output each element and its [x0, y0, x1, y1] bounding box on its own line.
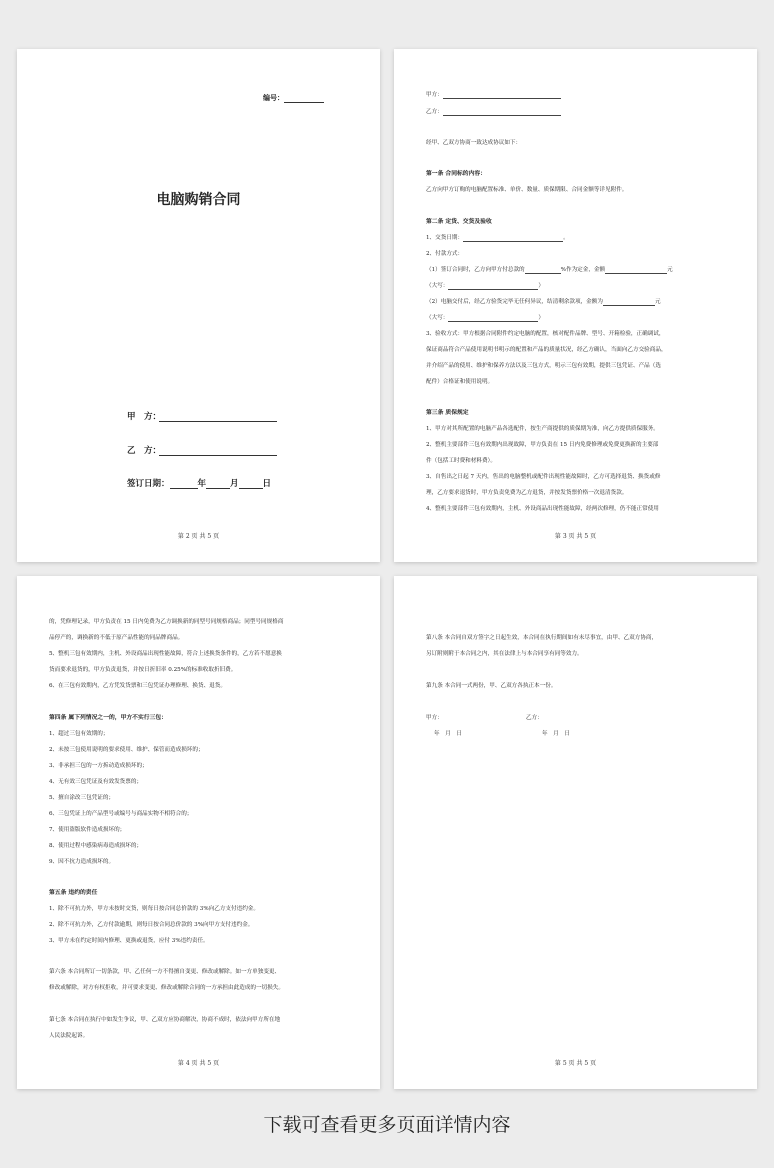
section-heading: 第四条 属下列情况之一的，甲方不实行三包： [49, 715, 167, 721]
section-heading: 第二条 定货、交货及验收 [426, 219, 492, 225]
section-heading: 第五条 违约的责任 [49, 890, 98, 896]
year-blank [170, 481, 198, 489]
page-number: 第 3 页 共 5 页 [554, 533, 597, 540]
text-line: 2、除不可抗力外，乙方付款逾期，则每日按合同总价款的 3%向甲方支付违约金。 [49, 922, 254, 928]
list-item: 9、因不抗力造成损坏的。 [49, 859, 115, 865]
download-more-caption: 下载可查看更多页面详情内容 [263, 1114, 511, 1136]
text-line: 3、自售出之日起 7 天内，售出的电脑整机或配件出现性能故障时，乙方可选择退货、换货或修 [426, 474, 661, 480]
text-line: 理，乙方要求退货时，甲方负责免费为乙方退货，并按发货票价格一次退清货款。 [426, 490, 628, 496]
text-line: 2、付款方式： [426, 251, 464, 257]
page-number: 第 4 页 共 5 页 [177, 1060, 220, 1067]
sign-date-label: 签订日期： [127, 479, 170, 489]
text-line: 5、整机三包有效期内，主机、外设商品出现性能故障，符合上述换货条件的，乙方若不愿意换 [49, 651, 282, 657]
day-label: 日 [262, 479, 272, 489]
date-b-label: 年 月 日 [542, 731, 570, 737]
section-heading: 第三条 质保规定 [426, 410, 469, 416]
text-line: （大写： ） [426, 315, 544, 321]
date-a-label: 年 月 日 [434, 731, 462, 737]
text-line: 配件）合格证和使用说明。 [426, 379, 494, 385]
list-item: 3、非承担三包的一方拆动造成损坏的； [49, 763, 148, 769]
party-a-row: 甲方： [426, 92, 729, 99]
list-item: 2、未按三包使用说明的要求使用、维护、保管而造成损坏的； [49, 747, 204, 753]
list-item: 6、三包凭证上的产品型号或编号与商品实物不相符合的； [49, 811, 193, 817]
text-line: 件（包括工时费和材料费）。 [426, 458, 496, 464]
text-line: 货而要求退货的，甲方负责退货，并按日折旧率 0.25%的标准收取折旧费。 [49, 667, 237, 673]
text-line: 第七条 本合同在执行中如发生争议，甲、乙双方应协商解决，协商不成时，依法向甲方所在地 [49, 1017, 281, 1023]
text-line: 并介绍产品的使用、维护和保养方法以及三包方式，明示三包有效期，提供三包凭证、产品（选 [426, 363, 661, 369]
party-b-row: 乙方： [426, 109, 729, 116]
text-line: 1、除不可抗力外，甲方未按时交货，则每日按合同总价款的 3%向乙方支付违约金。 [49, 906, 259, 912]
contract-page-4 [394, 576, 757, 1089]
text-line: 1、甲方对其所配置的电脑产品各选配件，按生产商提供的质保期为准，向乙方提供质保服务。 [426, 426, 659, 432]
sign-b-label: 乙方： [526, 715, 543, 721]
party-a-label: 甲 方： [127, 412, 162, 422]
text-line: 经甲、乙双方协商一致达成协议如下： [426, 140, 522, 146]
contract-number-blank [284, 95, 324, 103]
signature-row [426, 715, 729, 722]
page-number: 第 2 页 共 5 页 [177, 533, 220, 540]
contract-page-3 [17, 576, 380, 1089]
party-a-blank [159, 414, 277, 422]
month-blank [206, 481, 230, 489]
contract-page-cover [17, 49, 380, 562]
text-line: 3、甲方未在约定时间内修理、更换或退货，应付 3%违约责任。 [49, 938, 209, 944]
list-item: 7、使用盗版软件造成损坏的； [49, 827, 126, 833]
list-item: 4、无有效三包凭证及有效发货票的； [49, 779, 143, 785]
page-number: 第 5 页 共 5 页 [554, 1060, 597, 1067]
page-title: 电脑购销合同 [156, 192, 241, 208]
text-line: 修改或解除，对方有权拒收，并可要求变更、修改或解除合同的一方承担由此造成的一切损失。 [49, 985, 284, 991]
party-b-label: 乙 方： [127, 446, 162, 456]
text-line: （大写： ） [426, 283, 544, 289]
sign-a-label: 甲方： [426, 715, 443, 721]
text-line: 保证商品符合产品使用说明书明示的配置和产品的质量状况，经乙方确认，当面向乙方交验商品， [426, 347, 667, 353]
text-line: 第六条 本合同所订一切条款，甲、乙任何一方不得擅自变更、修改或解除。如一方单独变更、 [49, 969, 281, 975]
text-line: 乙方向甲方订购的电脑配置标准、单价、数量、质保期限、合同金额等详见附件。 [426, 187, 628, 193]
text-line: 另订附则附于本合同之内，其在法律上与本合同享有同等效力。 [426, 651, 583, 657]
text-line: 4、整机主要部件三包有效期内，主机、外设商品出现性能故障，经两次修理，仍不能正常使用 [426, 506, 659, 512]
text-line: （1）签订合同时，乙方向甲方付总款的 %作为定金，金额 元 [426, 267, 673, 273]
text-line: 人民法院起诉。 [49, 1033, 89, 1039]
text-line: 1、交货日期： 。 [426, 235, 569, 241]
text-line: 的，凭修理记录，甲方负责在 15 日内免费为乙方调换新的同型号同规格商品；同型号同规格商 [49, 619, 284, 625]
text-line: （2）电脑交付后，经乙方验货完毕无任何异议，结清剩余款项，金额为 元 [426, 299, 661, 305]
day-blank [239, 481, 263, 489]
contract-number-label: 编号： [263, 93, 284, 102]
contract-number [263, 93, 324, 103]
year-label: 年 [197, 479, 207, 489]
text-line: 第九条 本合同一式两份，甲、乙双方各执正本一份。 [426, 683, 557, 689]
text-line: 6、在三包有效期内，乙方凭发货票和三包凭证办理修理、换货、退货。 [49, 683, 226, 689]
section-heading: 第一条 合同标的内容： [426, 171, 486, 177]
text-line: 2、整机主要部件三包有效期内出现故障，甲方负责在 15 日内免费修理或免费更换新的主要部 [426, 442, 659, 448]
list-item: 1、超过三包有效期的； [49, 731, 109, 737]
party-b-blank [159, 448, 277, 456]
list-item: 8、使用过程中感染病毒造成损坏的； [49, 843, 143, 849]
text-line: 品停产的，调换新的不低于原产品性能的同品牌商品。 [49, 635, 184, 641]
contract-page-2 [394, 49, 757, 562]
text-line: 第八条 本合同自双方签字之日起生效，本合同在执行期间如有未尽事宜，由甲、乙双方协商， [426, 635, 658, 641]
list-item: 5、擅自涂改三包凭证的； [49, 795, 115, 801]
text-line: 3、验收方式：甲方根据合同附件约定电脑的配置，核对配件品牌、型号、开箱检验，正确调试， [426, 331, 665, 337]
month-label: 月 [230, 479, 239, 489]
party-a-line [127, 410, 277, 422]
